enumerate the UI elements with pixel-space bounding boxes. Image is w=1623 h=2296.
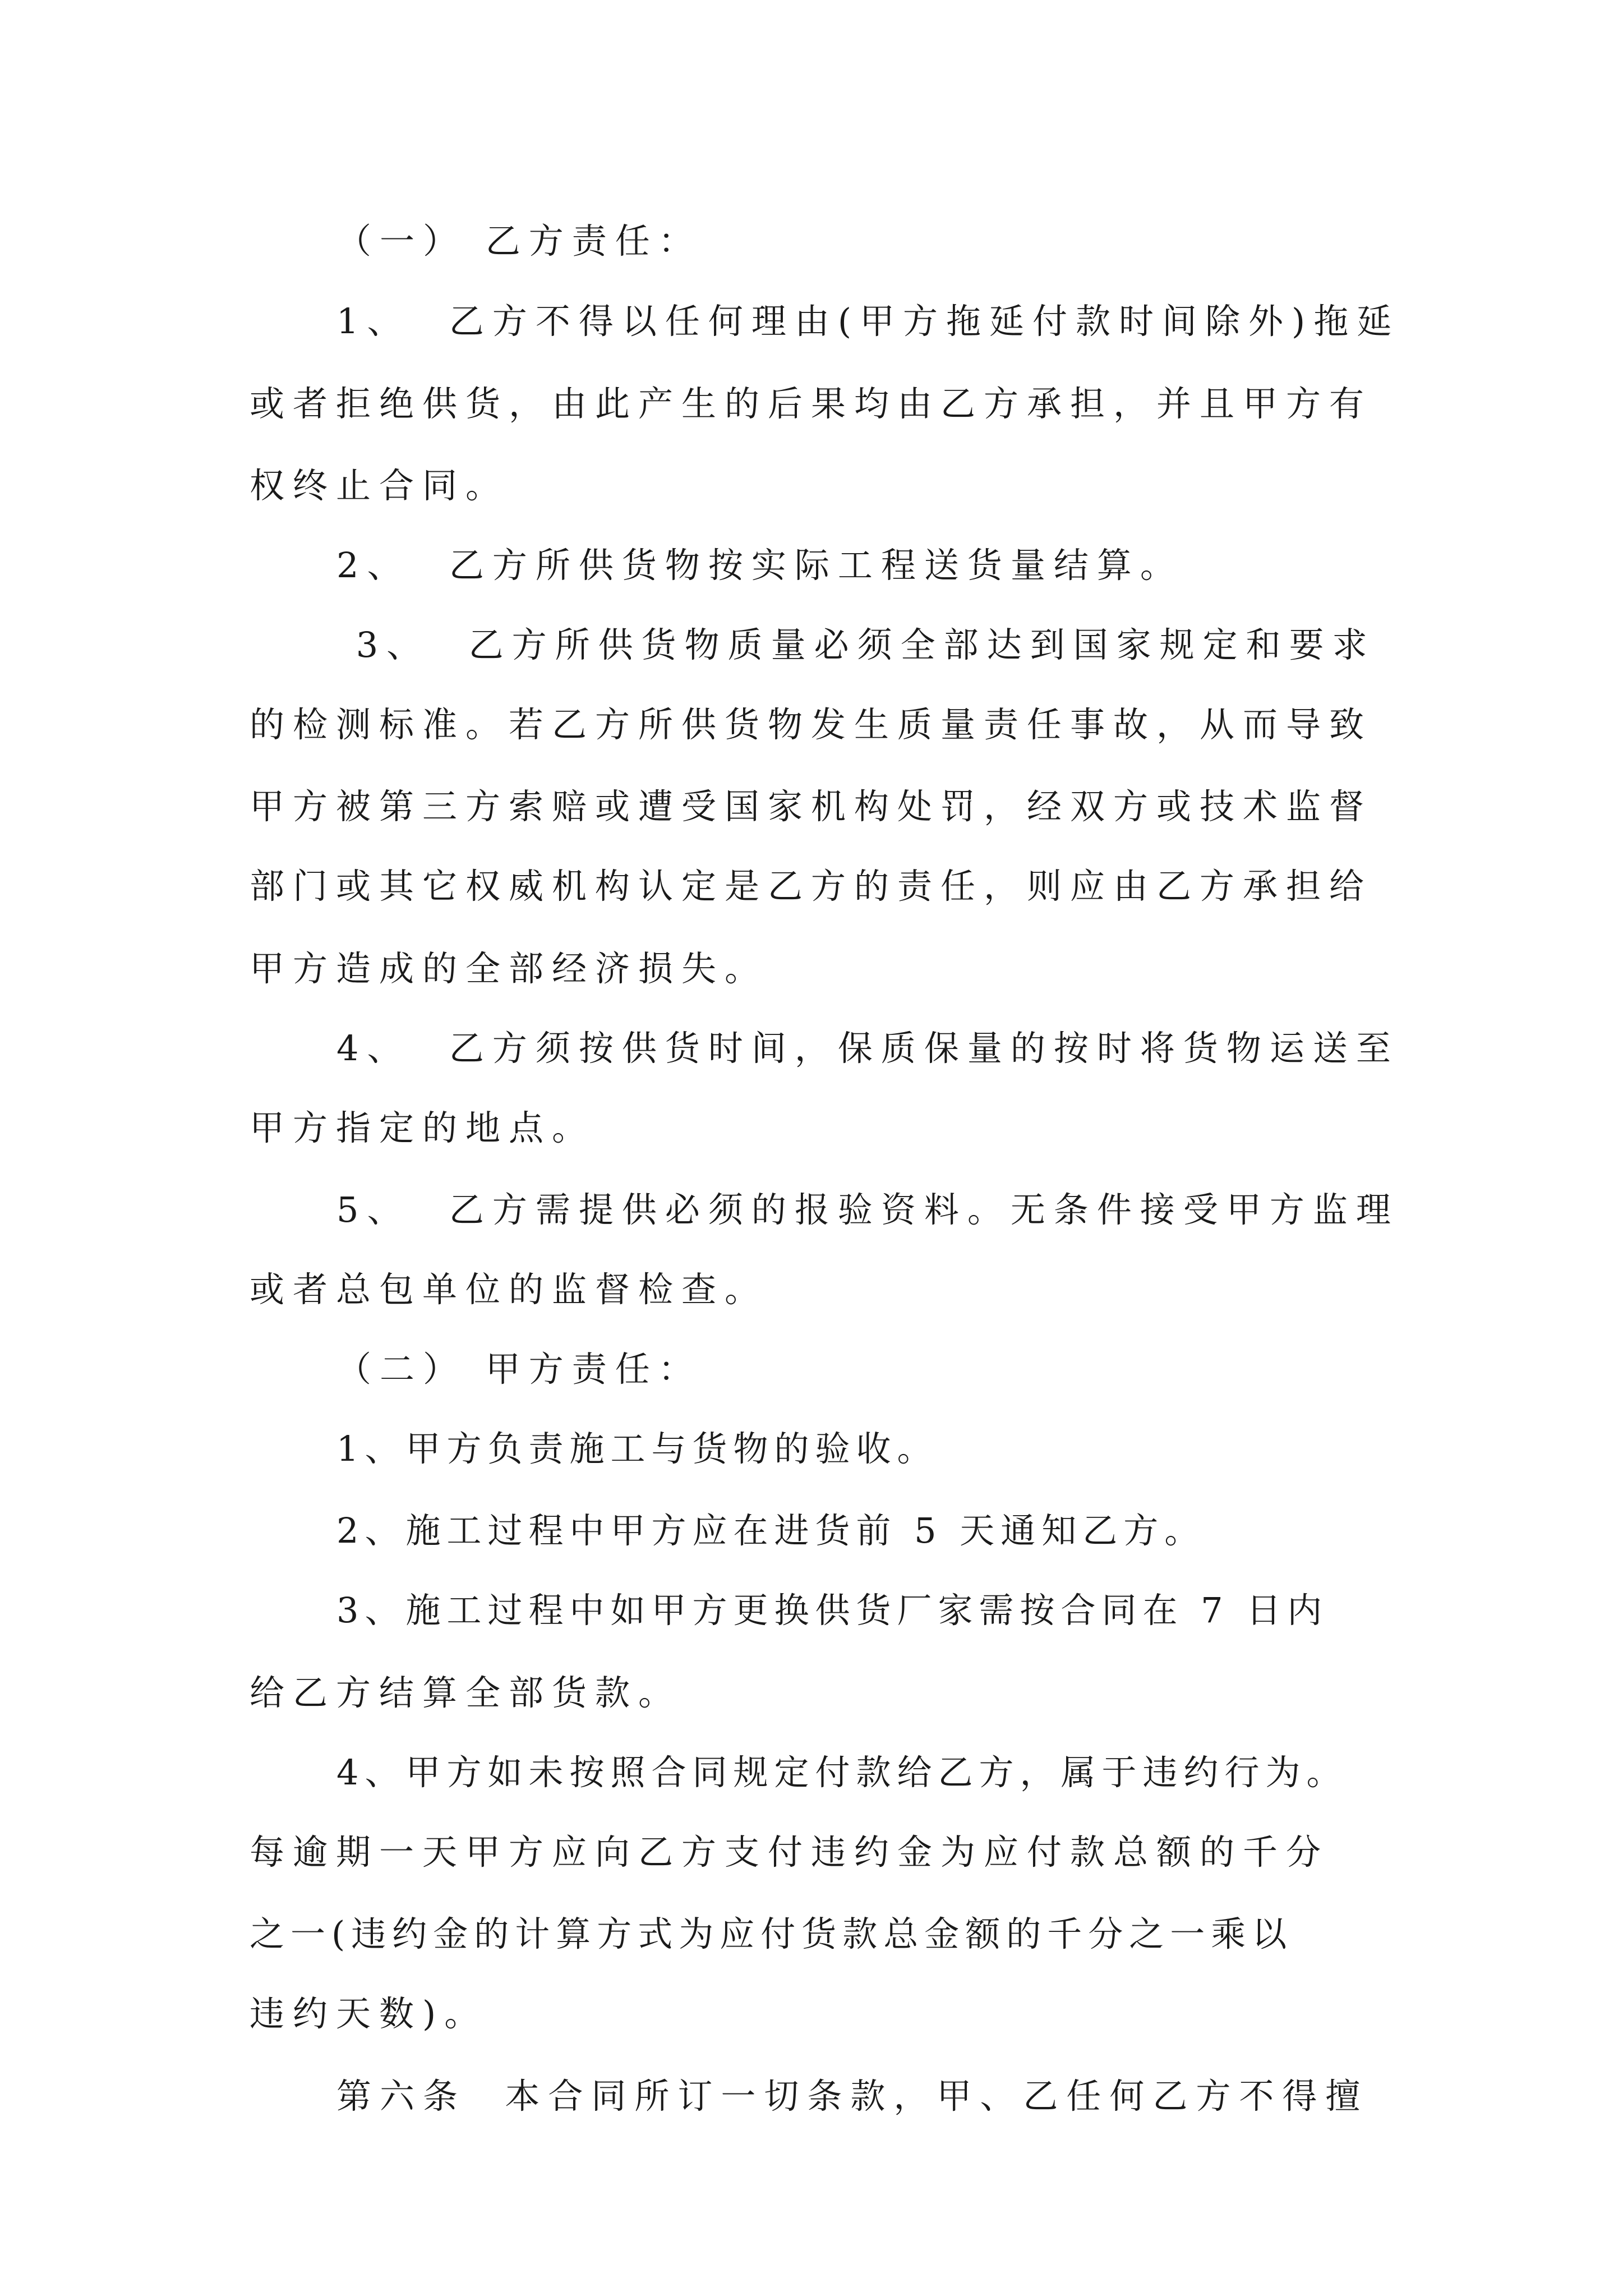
section-heading-party-a: （二） 甲方责任： — [336, 1349, 702, 1389]
party-a-item-4-line-3: 之一(违约金的计算方式为应付货款总金额的千分之一乘以 — [250, 1913, 1293, 1954]
party-b-item-3-line-2: 的检测标准。若乙方所供货物发生质量责任事故，从而导致 — [250, 704, 1373, 745]
article-6-line-1: 第六条 本合同所订一切条款，甲、乙任何乙方不得擅 — [336, 2076, 1369, 2116]
party-a-item-3-line-1: 3、施工过程中如甲方更换供货厂家需按合同在 7 日内 — [336, 1590, 1329, 1631]
party-b-item-1-line-1: 1、 乙方不得以任何理由(甲方拖延付款时间除外)拖延 — [336, 301, 1400, 342]
party-a-item-1: 1、甲方负责施工与货物的验收。 — [336, 1428, 938, 1469]
party-a-item-3-line-2: 给乙方结算全部货款。 — [250, 1672, 682, 1713]
party-b-item-5-line-2: 或者总包单位的监督检查。 — [250, 1269, 768, 1310]
party-b-item-3-line-1: 3、 乙方所供货物质量必须全部达到国家规定和要求 — [336, 624, 1376, 665]
party-b-item-5-line-1: 5、 乙方需提供必须的报验资料。无条件接受甲方监理 — [336, 1189, 1399, 1230]
party-a-item-2: 2、施工过程中甲方应在进货前 5 天通知乙方。 — [336, 1510, 1206, 1551]
party-b-item-3-line-3: 甲方被第三方索赔或遭受国家机构处罚，经双方或技术监督 — [250, 786, 1373, 827]
party-a-item-4-line-2: 每逾期一天甲方应向乙方支付违约金为应付款总额的千分 — [250, 1832, 1330, 1872]
party-b-item-3-line-5: 甲方造成的全部经济损失。 — [250, 948, 768, 989]
party-a-item-4-line-4: 违约天数)。 — [250, 1993, 488, 2034]
party-b-item-1-line-3: 权终止合同。 — [250, 465, 509, 506]
party-a-item-4-line-1: 4、甲方如未按照合同规定付款给乙方，属于违约行为。 — [336, 1752, 1348, 1793]
section-heading-party-b: （一） 乙方责任： — [336, 220, 702, 261]
party-b-item-4-line-2: 甲方指定的地点。 — [250, 1107, 596, 1148]
party-b-item-1-line-2: 或者拒绝供货，由此产生的后果均由乙方承担，并且甲方有 — [250, 383, 1373, 424]
party-b-item-4-line-1: 4、 乙方须按供货时间，保质保量的按时将货物运送至 — [336, 1028, 1399, 1069]
party-b-item-3-line-4: 部门或其它权威机构认定是乙方的责任，则应由乙方承担给 — [250, 866, 1373, 907]
party-b-item-2: 2、 乙方所供货物按实际工程送货量结算。 — [336, 545, 1183, 586]
